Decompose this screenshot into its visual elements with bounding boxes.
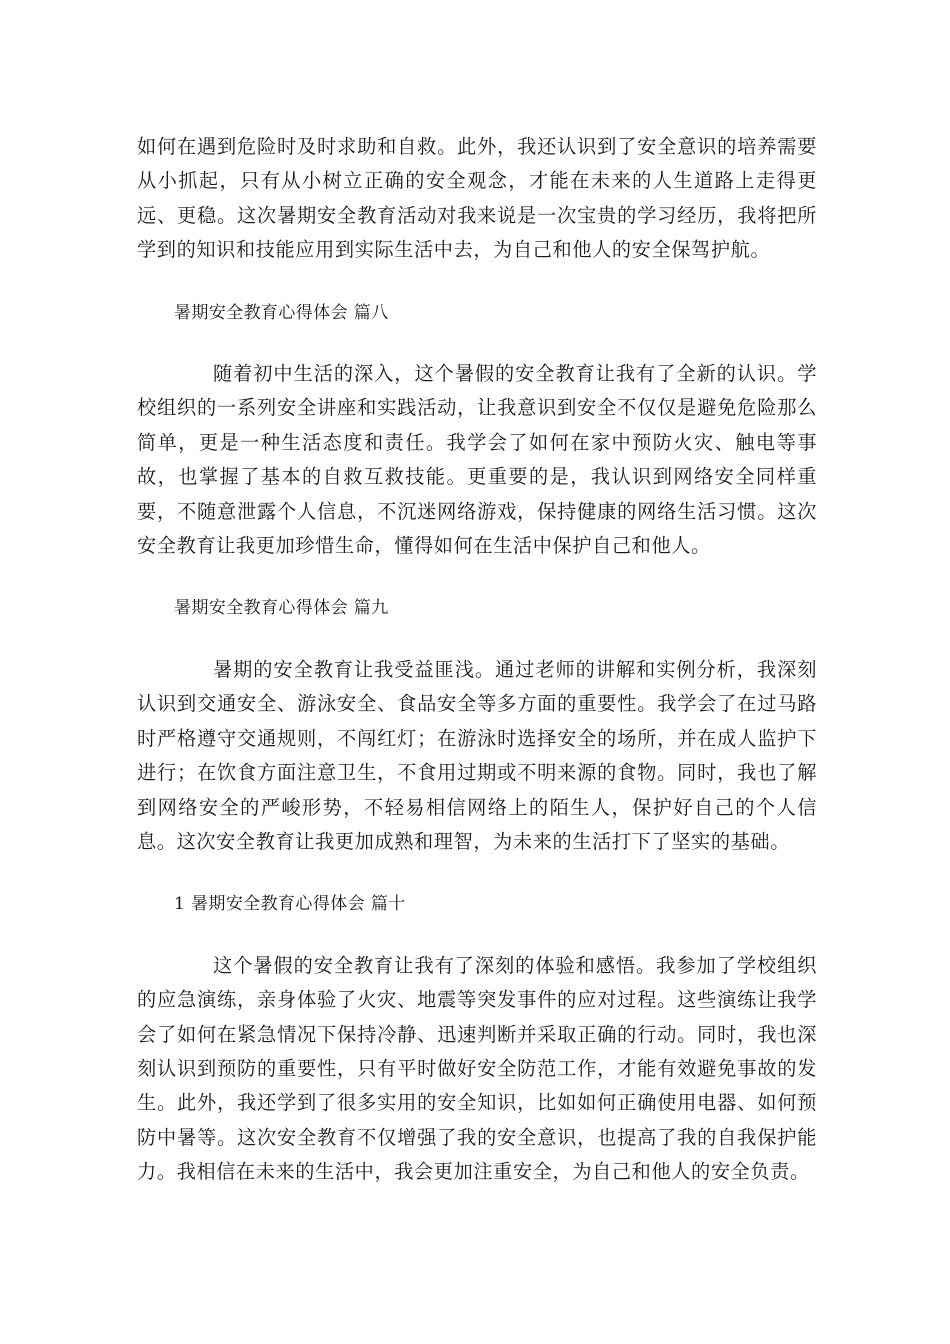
spacer bbox=[137, 922, 817, 949]
document-body bbox=[137, 130, 817, 1190]
paragraph-section-8: 随着初中生活的深入，这个暑假的安全教育让我有了全新的认识。学校组织的一系列安全讲座和实践活动，让我意识到安全不仅仅是避免危险那么简单，更是一种生活态度和责任。我学会了如何在家中预防火灾、触电等事故，也掌握了基本的自救互救技能。更重要的是，我认识到网络安全同样重要，不随意泄露个人信息，不沉迷网络游戏，保持健康的网络生活习惯。这次安全教育让我更加珍惜生命，懂得如何在生活中保护自己和他人。 bbox=[137, 362, 817, 558]
paragraph-section-10: 这个暑假的安全教育让我有了深刻的体验和感悟。我参加了学校组织的应急演练，亲身体验了火灾、地震等突发事件的应对过程。这些演练让我学会了如何在紧急情况下保持冷静、迅速判断并采取正确的行动。同时，我也深刻认识到预防的重要性，只有平时做好安全防范工作，才能有效避免事故的发生。此外，我还学到了很多实用的安全知识，比如如何正确使用电器、如何预防中暑等。这次安全教育不仅增强了我的安全意识，也提高了我的自我保护能力。我相信在未来的生活中，我会更加注重安全，为自己和他人的安全负责。 bbox=[137, 953, 817, 1184]
section-heading-10: 1 暑期安全教育心得体会 篇十 bbox=[174, 894, 406, 915]
section-heading-8: 暑期安全教育心得体会 篇八 bbox=[174, 302, 389, 323]
spacer bbox=[137, 268, 817, 296]
spacer bbox=[137, 626, 817, 653]
spacer bbox=[137, 563, 817, 591]
section-heading-9: 暑期安全教育心得体会 篇九 bbox=[174, 598, 389, 619]
spacer bbox=[137, 859, 817, 887]
paragraph-continued: 如何在遇到危险时及时求助和自救。此外，我还认识到了安全意识的培养需要从小抓起，只有从小树立正确的安全观念，才能在未来的人生道路上走得更远、更稳。这次暑期安全教育活动对我来说是一次宝贵的学习经历，我将把所学到的知识和技能应用到实际生活中去，为自己和他人的安全保驾护航。 bbox=[137, 135, 817, 262]
paragraph-section-9: 暑期的安全教育让我受益匪浅。通过老师的讲解和实例分析，我深刻认识到交通安全、游泳安全、食品安全等多方面的重要性。我学会了在过马路时严格遵守交通规则，不闯红灯；在游泳时选择安全的场所，并在成人监护下进行；在饮食方面注意卫生，不食用过期或不明来源的食物。同时，我也了解到网络安全的严峻形势，不轻易相信网络上的陌生人，保护好自己的个人信息。这次安全教育让我更加成熟和理智，为未来的生活打下了坚实的基础。 bbox=[137, 657, 817, 853]
spacer bbox=[137, 330, 817, 357]
